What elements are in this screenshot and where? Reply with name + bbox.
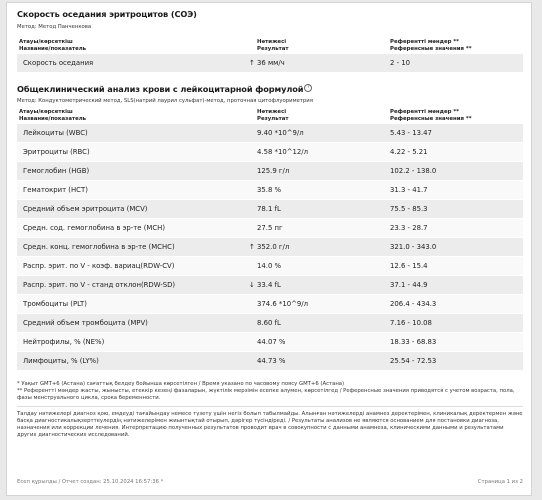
- esr-table-body: [17, 54, 523, 73]
- row-result: 352.0 г/л: [257, 243, 290, 252]
- row-ref: 2 - 10: [390, 59, 411, 68]
- row-name: Гематокрит (HCT): [23, 186, 88, 195]
- row-ref: 75.5 - 85.3: [390, 205, 428, 214]
- cbc-method: Метод: Кондуктометрический метод, SLS(натрий лаурил сульфат)-метод, проточная цитофлуориметрия: [17, 98, 313, 105]
- header-name-ru: Название/показатель: [19, 45, 87, 52]
- row-result: 125.9 г/л: [257, 167, 290, 176]
- row-result: 33.4 fL: [257, 281, 281, 290]
- row-result: 374.6 *10^9/л: [257, 300, 309, 309]
- table-row: [17, 124, 523, 143]
- note-reference: ** Референтті мәндер жасты, жынысты, етеккір кезеңі фазаларын, жүктілік мерзімін есепке алумен, көрсетілгед / Референсные значения приводятся с учетом возраста, пола, фазы менструального цикла, срока беременности.: [17, 388, 515, 402]
- row-name: Скорость оседания: [23, 59, 94, 68]
- header-result-kz: Нәтижесі: [257, 39, 287, 45]
- table-row: [17, 257, 523, 276]
- row-ref: 31.3 - 41.7: [390, 186, 428, 195]
- table-row: [17, 143, 523, 162]
- row-name: Эритроциты (RBC): [23, 148, 90, 157]
- row-ref: 102.2 - 138.0: [390, 167, 437, 176]
- table-row: [17, 162, 523, 181]
- row-name: Средн. сод. гемоглобина в эр-те (MCH): [23, 224, 166, 233]
- arrow-up-icon: ↑: [249, 59, 255, 68]
- cbc-title: [17, 84, 523, 94]
- row-ref: 4.22 - 5.21: [390, 148, 428, 157]
- cbc-table-body: [17, 124, 523, 371]
- table-row: [17, 200, 523, 219]
- row-name: Средн. конц. гемоглобина в эр-те (MCHC): [23, 243, 175, 252]
- table-row: [17, 238, 523, 257]
- cbc-section: [17, 84, 523, 371]
- esr-section: [17, 9, 523, 73]
- row-ref: 18.33 - 68.83: [390, 338, 437, 347]
- row-ref: 5.43 - 13.47: [390, 129, 432, 138]
- row-ref: 206.4 - 434.3: [390, 300, 437, 309]
- note-timezone: * Уақыт GMT+6 (Астана) сағаттық белдеу бойынша көрсетілген / Время указано по часовому поясу GMT+6 (Астана): [17, 381, 345, 388]
- esr-title: Скорость оседания эритроцитов (СОЭ): [17, 9, 197, 19]
- row-name: Лимфоциты, % (LY%): [23, 357, 99, 366]
- row-ref: 25.54 - 72.53: [390, 357, 437, 366]
- page-number: Страница 1 из 2: [477, 479, 523, 485]
- table-row: [17, 219, 523, 238]
- header-result-kz: Нәтижесі: [257, 109, 287, 116]
- row-result: 27.5 пг: [257, 224, 283, 233]
- row-ref: 37.1 - 44.9: [390, 281, 428, 290]
- row-name: Распр. эрит. по V - коэф. вариац(RDW-CV): [23, 262, 175, 271]
- header-ref-kz: Референтті мәндер **: [390, 39, 459, 45]
- row-name: Средний объем тромбоцита (MPV): [23, 319, 148, 328]
- row-result: 4.58 *10^12/л: [257, 148, 309, 157]
- table-row: [17, 295, 523, 314]
- row-ref: 321.0 - 343.0: [390, 243, 437, 252]
- header-name-ru: Название/показатель: [19, 115, 87, 122]
- divider: [17, 406, 523, 407]
- report-created: Есеп құрылды / Отчет создан: 25.10.2024 16:57:36 *: [17, 479, 164, 485]
- header-result-ru: Результат: [257, 115, 289, 122]
- header-result-ru: Результат: [257, 45, 289, 52]
- row-name: Распр. эрит. по V - станд отклон(RDW-SD): [23, 281, 176, 290]
- row-ref: 7.16 - 10.08: [390, 319, 432, 328]
- row-name: Нейтрофилы, % (NE%): [23, 338, 105, 347]
- esr-method: Метод: Метод Панченкова: [17, 24, 92, 30]
- row-result: 35.8 %: [257, 186, 282, 195]
- cbc-title-text: Общеклинический анализ крови с лейкоцитарной формулой: [17, 84, 304, 95]
- esr-table-header: [17, 39, 523, 52]
- header-ref-kz: Референтті мәндер **: [390, 109, 459, 116]
- row-name: Тромбоциты (PLT): [23, 300, 87, 309]
- row-result: 44.73 %: [257, 357, 286, 366]
- header-ref-ru: Референсные значения **: [390, 45, 472, 52]
- table-row: [17, 333, 523, 352]
- table-row: [17, 314, 523, 333]
- info-icon[interactable]: ?: [304, 84, 312, 92]
- row-ref: 12.6 - 15.4: [390, 262, 428, 271]
- page-footer: [17, 479, 523, 485]
- row-result: 9.40 *10^9/л: [257, 129, 304, 138]
- header-name-kz: Атауы/көрсеткіш: [19, 109, 73, 116]
- header-name-kz: Атауы/көрсеткіш: [19, 39, 73, 45]
- report-page: [6, 2, 532, 496]
- row-result: 36 мм/ч: [257, 59, 285, 68]
- notes: [17, 381, 523, 439]
- row-name: Гемоглобин (HGB): [23, 167, 90, 176]
- table-row: [17, 54, 523, 73]
- cbc-table-header: [17, 109, 523, 122]
- row-result: 44.07 %: [257, 338, 286, 347]
- row-result: 14.0 %: [257, 262, 282, 271]
- arrow-up-icon: ↑: [249, 243, 255, 252]
- row-ref: 23.3 - 28.7: [390, 224, 428, 233]
- table-row: [17, 352, 523, 371]
- row-name: Лейкоциты (WBC): [23, 129, 88, 138]
- table-row: [17, 276, 523, 295]
- note-disclaimer: Талдау нәтижелері диагноз қою, емдеуді тағайындау немесе түзету үшін негіз болып табылмайды. Алынған нәтижелерді анамнез деректерімен, клиникалық деректермен және басқа диагностикалықзерттеулердің нәтижелерімен жиынтықтай отырып, дәрігер түсіндіреді. / Результаты анализов не являются основанием для постановки диагноза, назначения или коррекции лечения. Интерпретацию полученных результатов проводит врач в совокупности с данными анамнеза, клиническими данными и результатами других диагностических исследований.: [17, 411, 523, 439]
- arrow-down-icon: ↓: [249, 281, 255, 290]
- header-ref-ru: Референсные значения **: [390, 115, 472, 122]
- row-result: 78.1 fL: [257, 205, 281, 214]
- row-name: Средний объем эритроцита (MCV): [23, 205, 148, 214]
- row-result: 8.60 fL: [257, 319, 281, 328]
- table-row: [17, 181, 523, 200]
